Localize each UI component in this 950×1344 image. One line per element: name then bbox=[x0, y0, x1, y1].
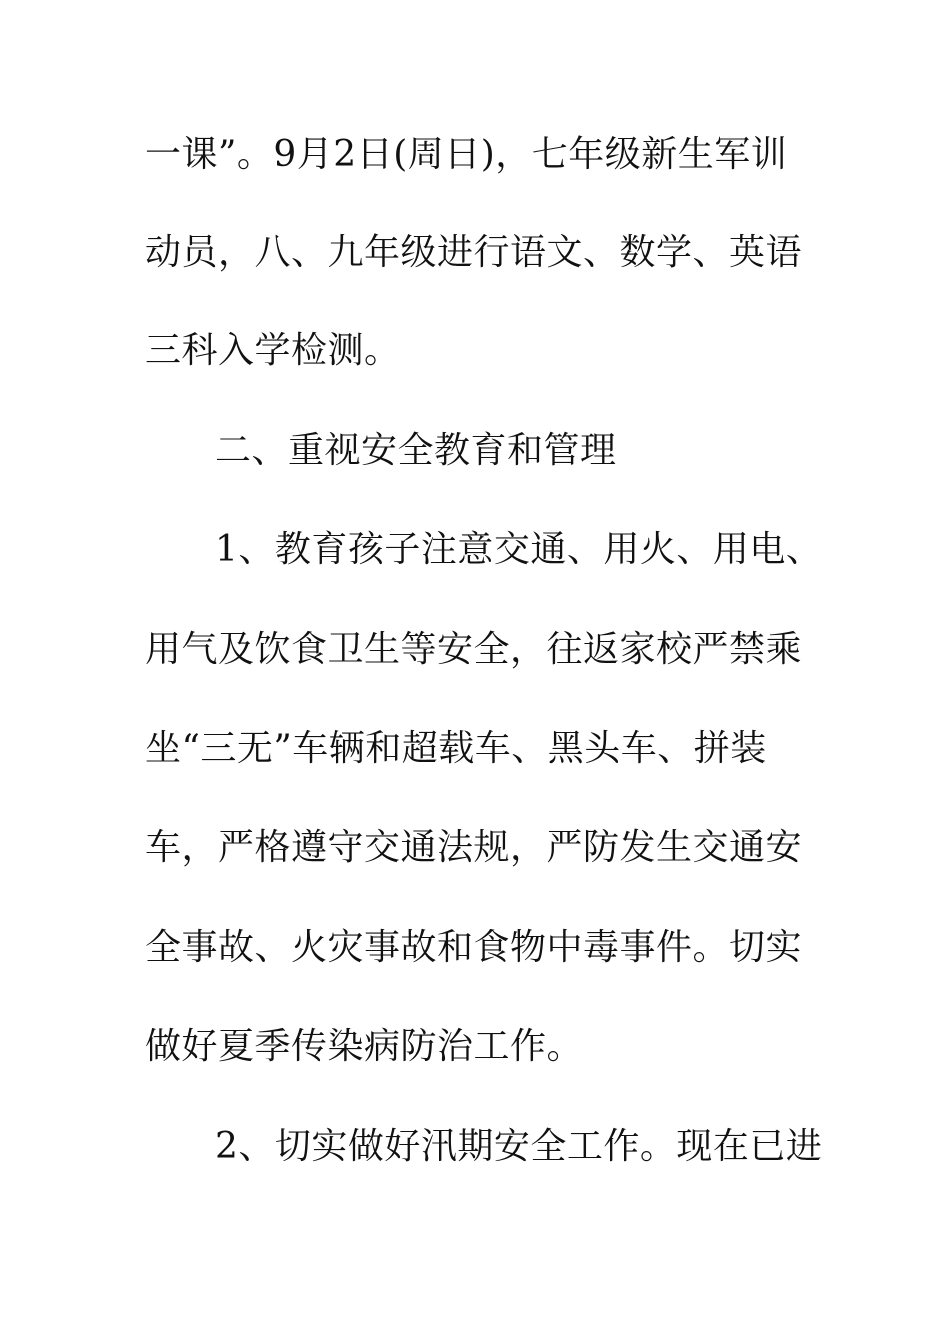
text-line: 全事故、火灾事故和食物中毒事件。切实 bbox=[145, 927, 803, 968]
list-item-start: 1、教育孩子注意交通、用火、用电、 bbox=[215, 529, 823, 570]
list-item-start: 2、切实做好汛期安全工作。现在已进 bbox=[215, 1126, 823, 1167]
text-line: 动员，八、九年级进行语文、数学、英语 bbox=[145, 232, 803, 273]
text-line: 三科入学检测。 bbox=[145, 330, 401, 371]
text-line: 做好夏季传染病防治工作。 bbox=[145, 1026, 584, 1067]
text-line: 一课”。9月2日(周日)，七年级新生军训 bbox=[145, 134, 788, 175]
text-line: 车，严格遵守交通法规，严防发生交通安 bbox=[145, 827, 803, 868]
section-heading: 二、重视安全教育和管理 bbox=[215, 430, 617, 471]
text-line: 坐“三无”车辆和超载车、黑头车、拼装 bbox=[145, 728, 767, 769]
text-line: 用气及饮食卫生等安全，往返家校严禁乘 bbox=[145, 629, 803, 670]
